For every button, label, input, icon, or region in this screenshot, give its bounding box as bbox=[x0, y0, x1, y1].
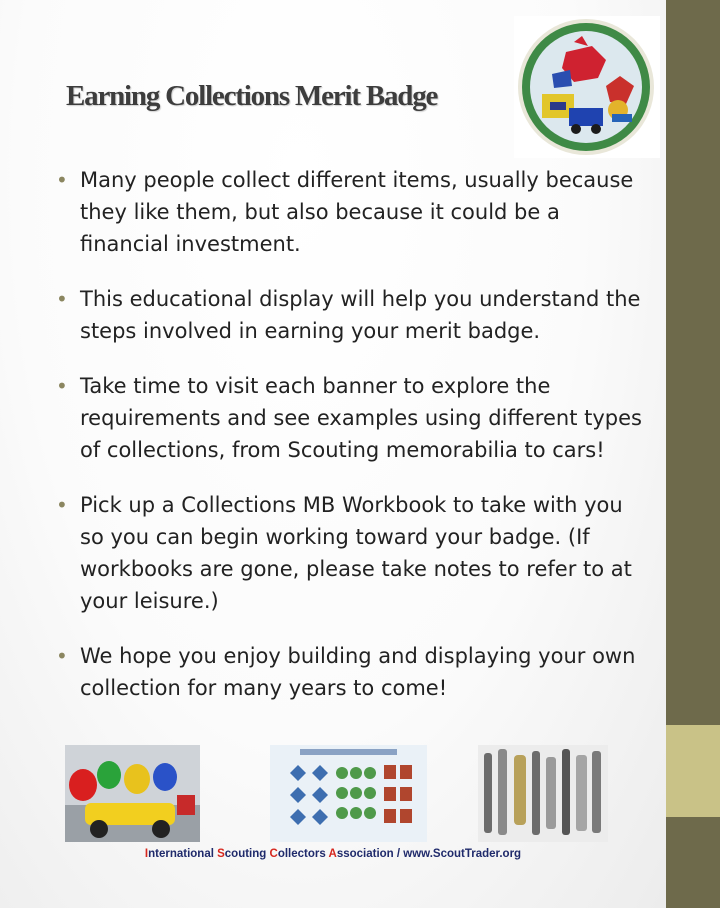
bottle-openers-photo bbox=[478, 745, 608, 842]
footer-text: ollectors bbox=[277, 848, 329, 860]
bullet-item bbox=[54, 370, 644, 466]
bullet-item bbox=[54, 640, 644, 704]
sidebar-band-top bbox=[666, 0, 720, 725]
footer-letter: S bbox=[217, 848, 225, 860]
footer-text: ssociation / www.ScoutTrader.org bbox=[336, 848, 522, 860]
footer-text: couting bbox=[224, 848, 270, 860]
merit-badge-image bbox=[514, 16, 660, 158]
bullet-icon: • bbox=[56, 493, 68, 517]
bullet-item bbox=[54, 164, 644, 260]
footer-text: nternational bbox=[148, 848, 218, 860]
bullet-item bbox=[54, 489, 644, 617]
slide-title: Earning Collections Merit Badge bbox=[66, 80, 438, 112]
merit-badge-icon bbox=[514, 16, 660, 158]
sidebar-band-bottom bbox=[666, 817, 720, 908]
bullet-list bbox=[54, 164, 644, 727]
bullet-item bbox=[54, 283, 644, 347]
bullet-text: Pick up a Collections MB Workbook to take with you so you can begin working toward your badge. (If workbooks are gone, please take notes to refer to at your leisure.) bbox=[80, 493, 632, 613]
bullet-icon: • bbox=[56, 374, 68, 398]
bullet-text: This educational display will help you understand the steps involved in earning your merit badge. bbox=[80, 287, 641, 343]
bullet-icon: • bbox=[56, 644, 68, 668]
bullet-icon: • bbox=[56, 168, 68, 192]
mm-figures-car-photo bbox=[65, 745, 200, 842]
footer-letter: A bbox=[328, 848, 337, 860]
sidebar-band-accent bbox=[666, 725, 720, 817]
bullet-text: Many people collect different items, usually because they like them, but also because it could be a financial investment. bbox=[80, 168, 634, 256]
bullet-text: We hope you enjoy building and displaying your own collection for many years to come! bbox=[80, 644, 636, 700]
patch-display-board-photo bbox=[270, 745, 427, 842]
bullet-icon: • bbox=[56, 287, 68, 311]
bullet-text: Take time to visit each banner to explore the requirements and see examples using different types of collections, from Scouting memorabilia to cars! bbox=[80, 374, 642, 462]
footer-letter: I bbox=[144, 848, 149, 860]
footer-credit bbox=[0, 848, 666, 860]
footer-letter: C bbox=[269, 848, 278, 860]
